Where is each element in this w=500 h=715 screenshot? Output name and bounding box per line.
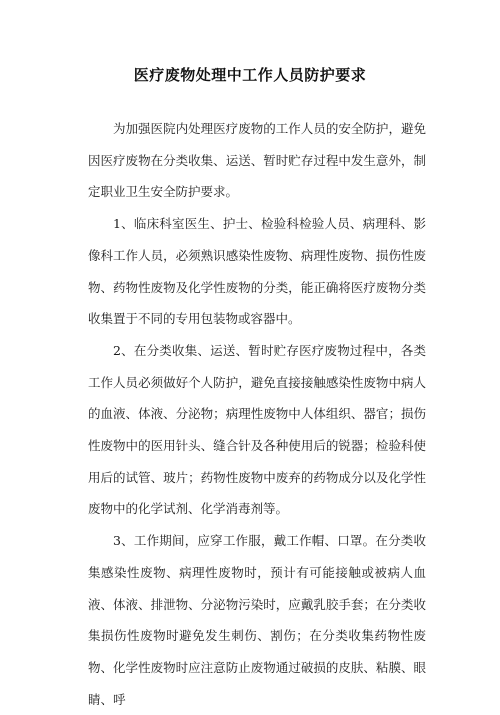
paragraph-1: 1、临床科室医生、护士、检验科检验人员、病理科、影像科工作人员，必须熟识感染性废物、病理性废物、损伤性废物、药物性废物及化学性废物的分类，能正确将医疗废物分类收集置于不同的专用包装物或容器中。 — [88, 216, 426, 327]
intro-paragraph: 为加强医院内处理医疗废物的工作人员的安全防护，避免因医疗废物在分类收集、运送、暂时贮存过程中发生意外，制定职业卫生安全防护要求。 — [88, 121, 426, 200]
document-title: 医疗废物处理中工作人员防护要求 — [133, 66, 367, 84]
paragraph-3: 3、工作期间，应穿工作服，戴工作帽、口罩。在分类收集感染性废物、病理性废物时，预计有可能接触或被病人血液、体液、排泄物、分泌物污染时，应戴乳胶手套；在分类收集损伤性废物时避免发生刺伤、割伤；在分类收集药物性废物、化学性废物时应注意防止废物通过破损的皮肤、粘膜、眼睛、呼 — [88, 533, 426, 707]
paragraph-2: 2、在分类收集、运送、暂时贮存医疗废物过程中，各类工作人员必须做好个人防护，避免直接接触感染性废物中病人的血液、体液、分泌物；病理性废物中人体组织、器官；损伤性废物中的医用针头、缝合针及各种使用后的锐器；检验科使用后的试管、玻片；药物性废物中废弃的药物成分以及化学性废物中的化学试剂、化学消毒剂等。 — [88, 342, 426, 517]
document-body — [88, 113, 426, 715]
